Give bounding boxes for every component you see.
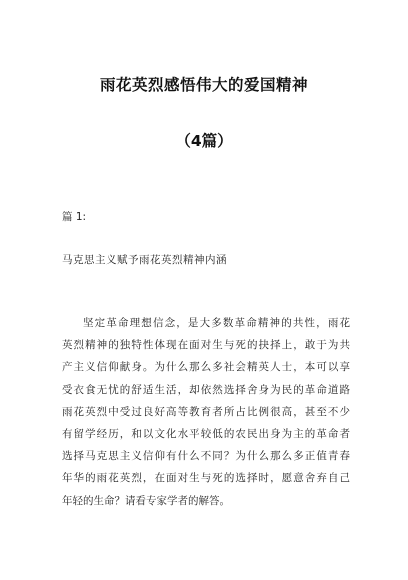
paragraph-line: 有留学经历，和以文化水平较低的农民出身为主的革命者	[62, 427, 350, 440]
paragraph-line: 产主义信仰献身。为什么那么多社会精英人士，本可以享	[62, 361, 350, 374]
article-count: （4篇）	[175, 132, 233, 150]
section-label: 篇 1:	[62, 211, 87, 223]
paragraph-line: 坚定革命理想信念，是大多数革命精神的共性，雨花	[83, 317, 350, 329]
section-subtitle: 马克思主义赋予雨花英烈精神内涵	[62, 254, 227, 266]
body-paragraph	[62, 312, 350, 512]
paragraph-line: 受衣食无忧的舒适生活，却依然选择舍身为民的革命道路	[62, 383, 350, 396]
paragraph-line: 选择马克思主义信仰有什么不同？为什么那么多正值青春	[62, 450, 350, 463]
paragraph-line: 年华的雨花英烈，在面对生与死的选择时，愿意舍弃自己	[62, 472, 350, 485]
paragraph-line: 英烈精神的独特性体现在面对生与死的抉择上，敢于为共	[62, 339, 350, 352]
document-title: 雨花英烈感悟伟大的爱国精神	[99, 76, 308, 94]
paragraph-line: 年轻的生命？请看专家学者的解答。	[62, 494, 230, 507]
paragraph-line: 雨花英烈中受过良好高等教育者所占比例很高，甚至不少	[62, 405, 350, 418]
